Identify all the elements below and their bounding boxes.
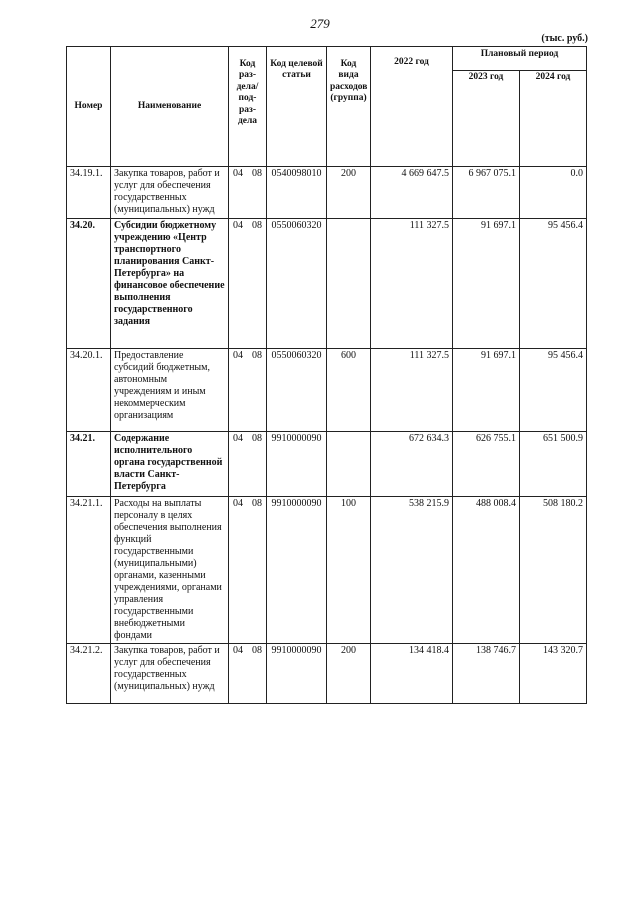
value-2024: 95 456.4 (520, 219, 587, 349)
value-2022: 672 634.3 (371, 432, 453, 497)
value-2022: 111 327.5 (371, 219, 453, 349)
value-2024: 0.0 (520, 167, 587, 219)
value-2023: 488 008.4 (453, 497, 520, 644)
header-target-code: Код целевой статьи (267, 47, 327, 167)
target-code: 9910000090 (267, 644, 327, 704)
value-2024: 508 180.2 (520, 497, 587, 644)
header-year-2023: 2023 год (453, 70, 520, 166)
row-name: Содержание исполнительного органа государственной власти Санкт-Петербурга (111, 432, 229, 497)
section-code: 04 (233, 168, 243, 179)
value-2022: 538 215.9 (371, 497, 453, 644)
row-name: Расходы на выплаты персоналу в целях обеспечения выполнения функций государственными (муниципальными) органами, казенными учреждениями, органами управления государственными внебюджетными фондами (111, 497, 229, 644)
section-code-cell (229, 167, 267, 219)
row-name: Субсидии бюджетному учреждению «Центр транспортного планирования Санкт-Петербурга» на финансовое обеспечение выполнения государственного задания (111, 219, 229, 349)
header-expense-code: Код вида расходов (группа) (327, 47, 371, 167)
section-code-cell (229, 349, 267, 432)
value-2024: 143 320.7 (520, 644, 587, 704)
target-code: 0550060320 (267, 349, 327, 432)
value-2022: 4 669 647.5 (371, 167, 453, 219)
table-header-row (67, 47, 587, 71)
subsection-code: 08 (252, 220, 262, 231)
row-name: Закупка товаров, работ и услуг для обеспечения государственных (муниципальных) нужд (111, 644, 229, 704)
header-year-2022: 2022 год (371, 47, 453, 167)
value-2024: 651 500.9 (520, 432, 587, 497)
value-2023: 91 697.1 (453, 219, 520, 349)
value-2023: 6 967 075.1 (453, 167, 520, 219)
header-section-code: Код раз-дела/ под-раз-дела (229, 47, 267, 167)
value-2023: 138 746.7 (453, 644, 520, 704)
section-code-cell (229, 219, 267, 349)
row-number: 34.21. (67, 432, 111, 497)
subsection-code: 08 (252, 498, 262, 509)
row-number: 34.21.2. (67, 644, 111, 704)
expense-code: 600 (327, 349, 371, 432)
value-2023: 91 697.1 (453, 349, 520, 432)
table-row (67, 644, 587, 704)
header-number: Номер (67, 47, 111, 167)
value-2022: 111 327.5 (371, 349, 453, 432)
header-year-2024: 2024 год (520, 70, 587, 166)
target-code: 0550060320 (267, 219, 327, 349)
table-body (67, 167, 587, 704)
expense-code: 100 (327, 497, 371, 644)
row-number: 34.20. (67, 219, 111, 349)
expense-code (327, 219, 371, 349)
table-row (67, 432, 587, 497)
table-row (67, 497, 587, 644)
target-code: 9910000090 (267, 497, 327, 644)
row-number: 34.21.1. (67, 497, 111, 644)
subsection-code: 08 (252, 433, 262, 444)
table-row (67, 167, 587, 219)
row-name: Закупка товаров, работ и услуг для обеспечения государственных (муниципальных) нужд (111, 167, 229, 219)
section-code-cell (229, 432, 267, 497)
table-row (67, 219, 587, 349)
section-code: 04 (233, 645, 243, 656)
value-2024: 95 456.4 (520, 349, 587, 432)
section-code-cell (229, 644, 267, 704)
section-code: 04 (233, 433, 243, 444)
section-code: 04 (233, 220, 243, 231)
subsection-code: 08 (252, 350, 262, 361)
expense-code (327, 432, 371, 497)
value-2022: 134 418.4 (371, 644, 453, 704)
section-code: 04 (233, 350, 243, 361)
subsection-code: 08 (252, 168, 262, 179)
expense-code: 200 (327, 167, 371, 219)
section-code-cell (229, 497, 267, 644)
row-number: 34.20.1. (67, 349, 111, 432)
expense-code: 200 (327, 644, 371, 704)
section-code: 04 (233, 498, 243, 509)
header-planned-period: Плановый период (453, 47, 587, 71)
table-row (67, 349, 587, 432)
value-2023: 626 755.1 (453, 432, 520, 497)
target-code: 9910000090 (267, 432, 327, 497)
target-code: 0540098010 (267, 167, 327, 219)
row-name: Предоставление субсидий бюджетным, автономным учреждениям и иным некоммерческим организациям (111, 349, 229, 432)
header-name: Наименование (111, 47, 229, 167)
row-number: 34.19.1. (67, 167, 111, 219)
units-label: (тыс. руб.) (541, 33, 588, 44)
budget-table (66, 46, 587, 704)
page-number: 279 (310, 16, 330, 31)
subsection-code: 08 (252, 645, 262, 656)
